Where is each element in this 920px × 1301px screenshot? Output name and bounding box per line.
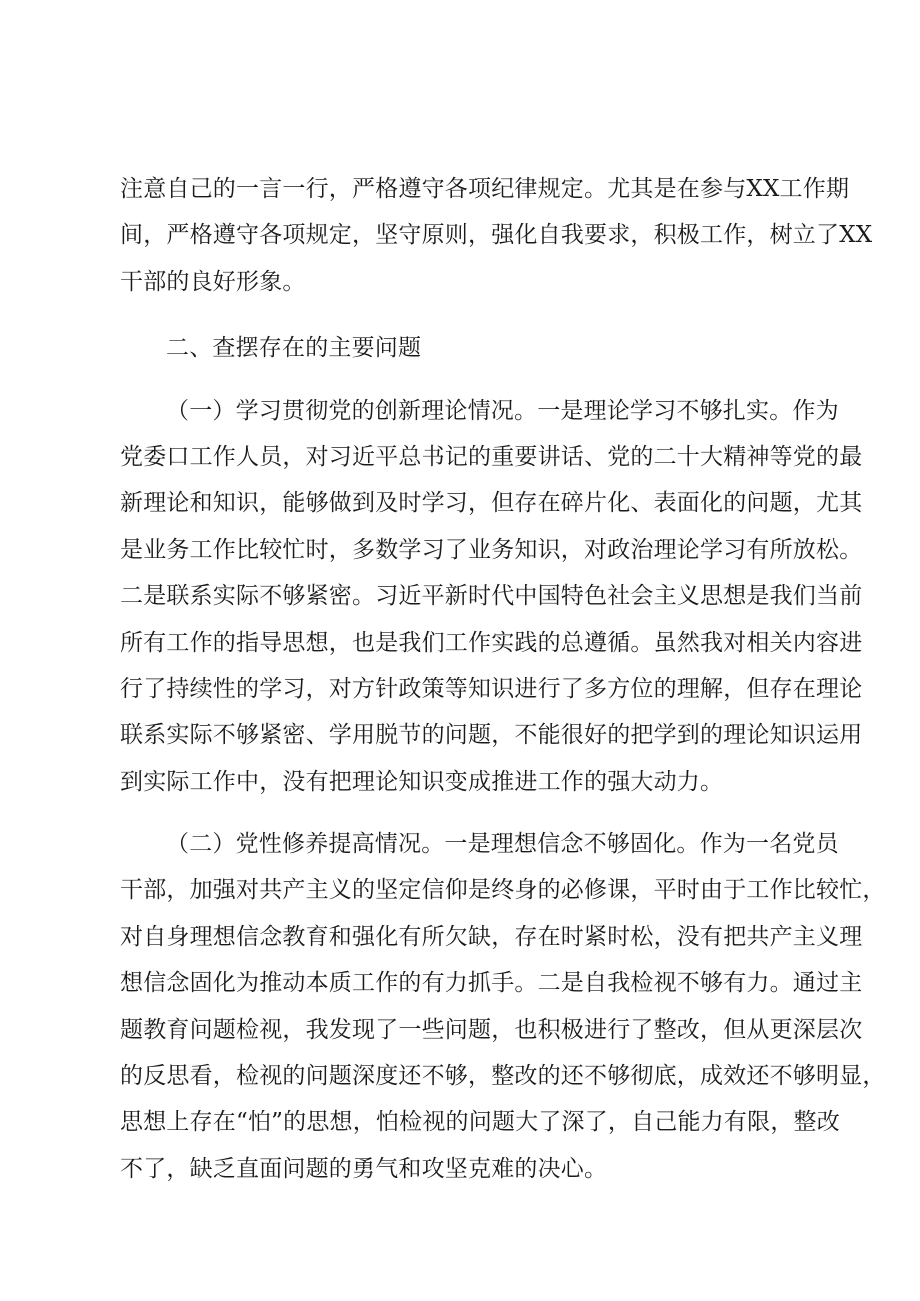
text-line: 对自身理想信念教育和强化有所欠缺，存在时紧时松，没有把共产主义理 <box>120 923 863 950</box>
paragraph-theory-study <box>120 388 863 806</box>
text-line: （二）党性修养提高情况。一是理想信念不够固化。作为一名党员 <box>166 831 839 858</box>
text-line: 的反思看，检视的问题深度还不够，整改的还不够彻底，成效还不够明显， <box>120 1063 886 1090</box>
text-line: 题教育问题检视，我发现了一些问题，也积极进行了整改，但从更深层次 <box>120 1016 863 1043</box>
text-line: 思想上存在“怕”的思想，怕检视的问题大了深了，自己能力有限，整改 <box>120 1109 840 1136</box>
text-line: 新理论和知识，能够做到及时学习，但存在碎片化、表面化的问题，尤其 <box>120 490 863 517</box>
text-line: 是业务工作比较忙时，多数学习了业务知识，对政治理论学习有所放松。 <box>120 536 863 563</box>
heading-text: 二、查摆存在的主要问题 <box>166 335 422 362</box>
text-line: 党委口工作人员，对习近平总书记的重要讲话、党的二十大精神等党的最 <box>120 443 863 470</box>
text-line: 干部，加强对共产主义的坚定信仰是终身的必修课，平时由于工作比较忙， <box>120 877 886 904</box>
document-body <box>120 166 886 1192</box>
text-line: （一）学习贯彻党的创新理论情况。一是理论学习不够扎实。作为 <box>166 397 839 424</box>
text-line: 干部的良好形象。 <box>120 268 306 295</box>
text-line: 间，严格遵守各项规定，坚守原则，强化自我要求，积极工作，树立了XX <box>120 222 873 249</box>
section-heading <box>120 325 834 371</box>
text-line: 到实际工作中，没有把理论知识变成推进工作的强大动力。 <box>120 768 724 795</box>
text-line: 不了，缺乏直面问题的勇气和攻坚克难的决心。 <box>120 1155 608 1182</box>
text-line: 想信念固化为推动本质工作的有力抓手。二是自我检视不够有力。通过主 <box>120 970 863 997</box>
text-line: 注意自己的一言一行，严格遵守各项纪律规定。尤其是在参与XX工作期 <box>120 176 850 202</box>
paragraph-party-spirit <box>120 821 886 1192</box>
text-line: 行了持续性的学习，对方针政策等知识进行了多方位的理解，但存在理论 <box>120 675 863 702</box>
text-line: 二是联系实际不够紧密。习近平新时代中国特色社会主义思想是我们当前 <box>120 583 863 610</box>
text-line: 联系实际不够紧密、学用脱节的问题，不能很好的把学到的理论知识运用 <box>120 722 863 749</box>
text-line: 所有工作的指导思想，也是我们工作实践的总遵循。虽然我对相关内容进 <box>120 629 863 656</box>
paragraph-conduct <box>120 166 873 305</box>
